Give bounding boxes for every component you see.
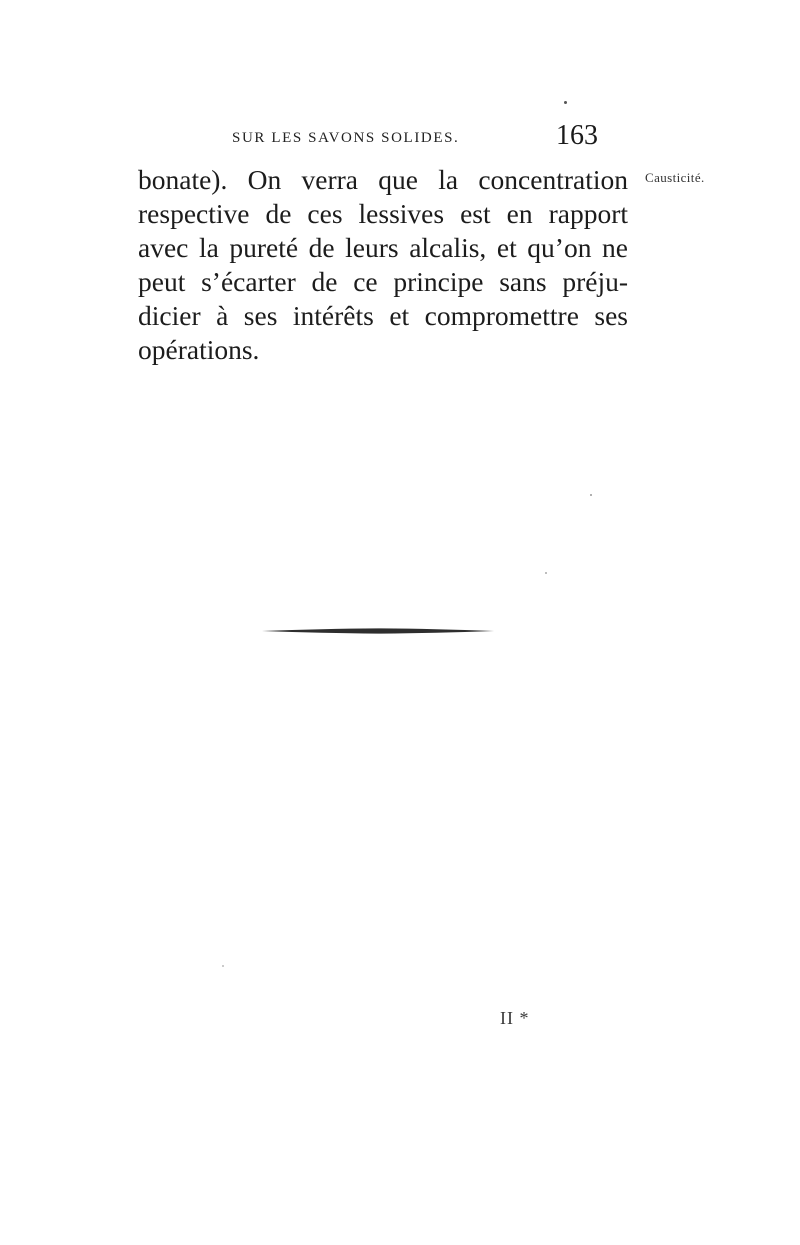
body-line: avec la pureté de leurs alcalis, et qu’on ne xyxy=(138,232,628,263)
body-line: bonate). On verra que la concentration xyxy=(138,164,628,195)
margin-note: Causticité. xyxy=(645,170,705,185)
body-paragraph xyxy=(138,163,628,367)
section-divider-rule xyxy=(262,628,494,634)
ink-speck xyxy=(545,572,547,574)
ink-speck xyxy=(564,101,567,104)
body-line: dicier à ses intérêts et compromettre ses xyxy=(138,300,628,331)
page-number: 163 xyxy=(556,120,598,151)
body-line: respective de ces lessives est en rapport xyxy=(138,198,628,229)
body-line: opérations. xyxy=(138,334,260,365)
ink-speck xyxy=(222,965,224,967)
ink-speck xyxy=(590,494,592,496)
running-head: SUR LES SAVONS SOLIDES. xyxy=(232,130,460,146)
signature-mark: II * xyxy=(500,1008,530,1028)
body-line: peut s’écarter de ce principe sans préju- xyxy=(138,266,628,297)
